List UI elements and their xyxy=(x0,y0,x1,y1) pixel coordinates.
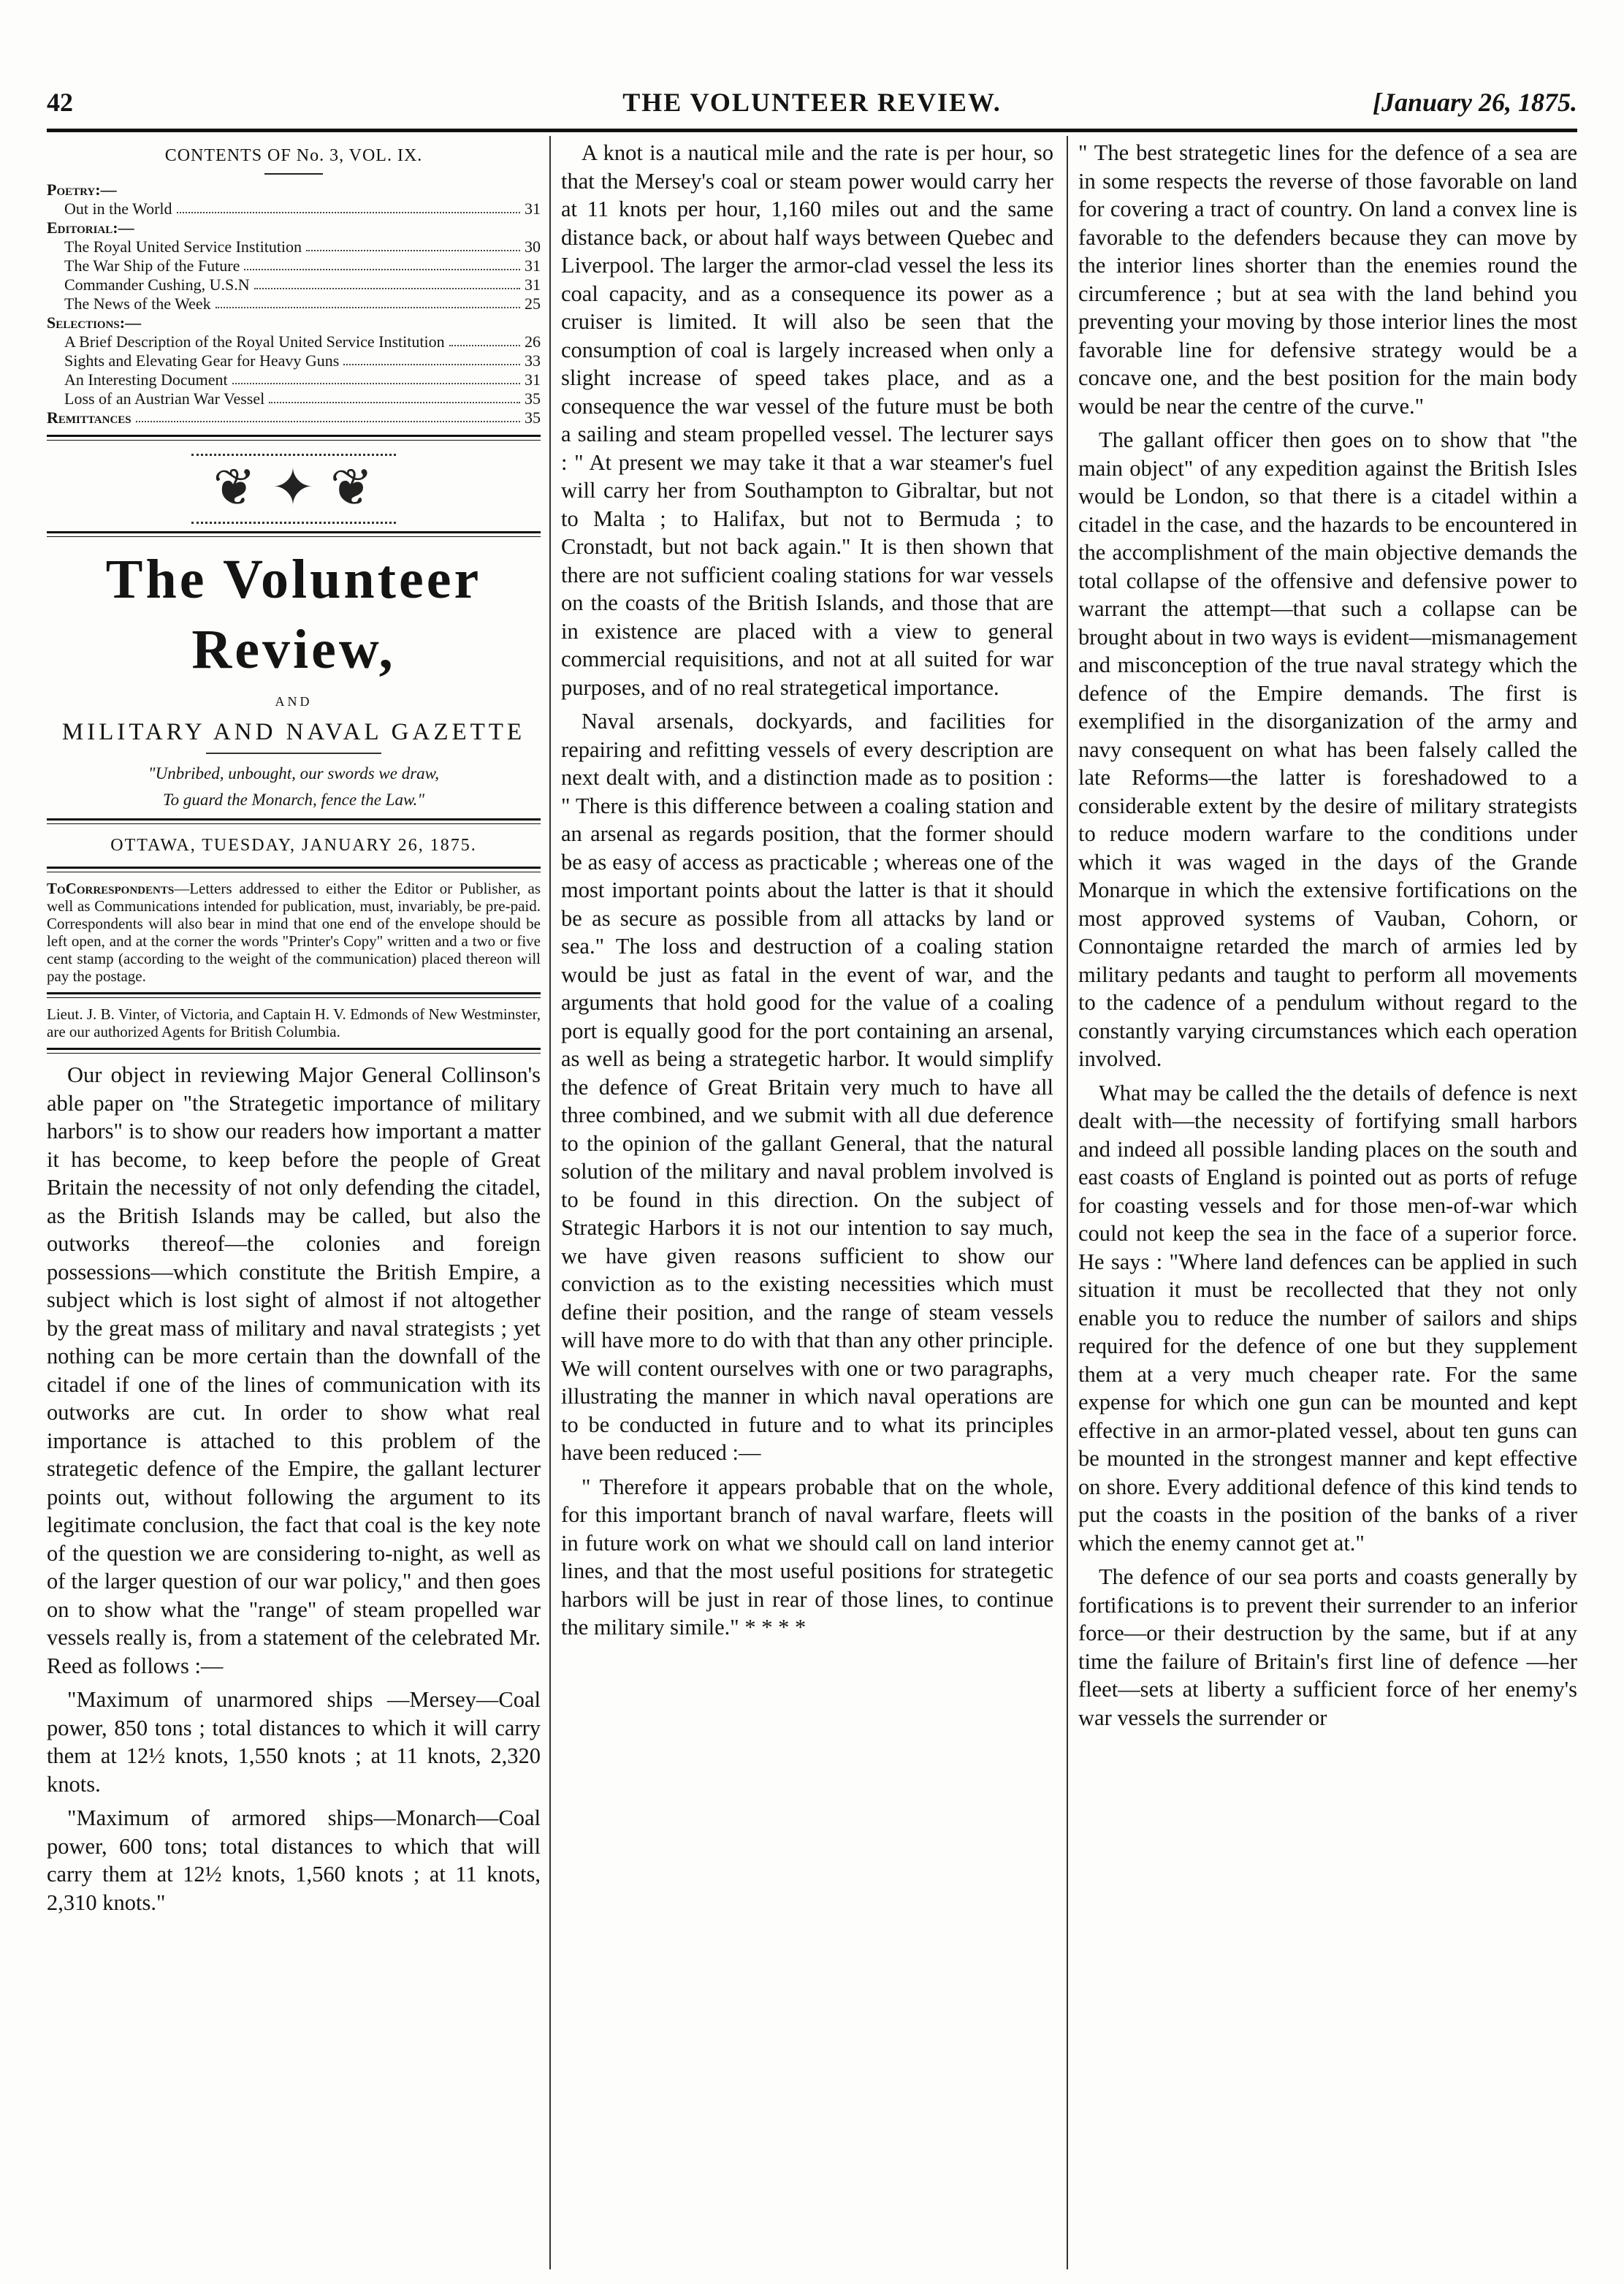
page-number: 42 xyxy=(47,88,73,117)
column-rule-2 xyxy=(1067,136,1068,2269)
table-of-contents xyxy=(47,180,541,427)
column-3 xyxy=(1078,139,1577,1737)
issue-date: [January 26, 1875. xyxy=(1372,88,1577,117)
article-paragraph: Naval arsenals, dockyards, and facilities for repairing and refitting vessels of every description are next dealt with, and a distinction made as to position : " There is this difference between a coaling station and an arsenal as regards position, that the former should be as easy of access as practicable ; whereas one of the most important points about the latter is that it should be as secure as possible from all attacks by land or sea." The loss and destruction of a coaling station would be just as fatal in the event of war, and the arguments that hold good for the value of a coaling port is equally good for the port containing an arsenal, as well as being a strategetic harbor. It would simplify the defence of Great Britain very much to have all three combined, and we submit with all due deference to the opinion of the gallant General, that the natural solution of the military and naval problem involved is to be found in this direction. On the subject of Strategic Harbors it is not our intention to say much, we have given reasons sufficient to show our conviction as to the existing necessities which must define their position, and the range of steam vessels will have more to do with that than any other principle. We will content ourselves with one or two paragraphs, illustrating the manner in which naval operations are to be conducted in future and to what its principles have been reduced :— xyxy=(561,709,1053,1465)
correspondents-notice: ToCorrespondents—Letters addressed to either the Editor or Publisher, as well as Communications intended for publication, must, invariably, be pre-paid. Correspondents will also bear in mind that one end of the envelope should be left open, and at the corner the words "Printer's Copy" written and a two or five cent stamp (according to the weight of the communication) placed thereon will pay the postage. xyxy=(47,880,541,985)
section-rule xyxy=(47,867,541,872)
section-rule xyxy=(47,435,541,441)
dateline: OTTAWA, TUESDAY, JANUARY 26, 1875. xyxy=(110,835,477,855)
toc-entry: A Brief Description of the Royal United Service Institution 26 xyxy=(64,332,541,351)
toc-entry: Commander Cushing, U.S.N 31 xyxy=(64,275,541,294)
toc-section-editorial: Editorial:— xyxy=(47,218,134,237)
article-paragraph: The defence of our sea ports and coasts generally by fortifications is to prevent their surrender to an inferior force—or their destruction by the same, but if at any time the failure of Britain's first line of defence —her fleet—sets at liberty a sufficient force of her enemy's war vessels the surrender or xyxy=(1078,1564,1577,1730)
toc-entry: Out in the World 31 xyxy=(64,199,541,218)
toc-section-poetry: Poetry:— xyxy=(47,180,117,199)
masthead-title: The Volunteer Review, xyxy=(105,548,482,680)
article-paragraph: Our object in reviewing Major General Collinson's able paper on "the Strategetic importance of military harbors" is to show our readers how important a matter it has become, to keep before the people of Great Britain the necessity of not only defending the citadel, as the British Islands may be called, but also the outworks thereof—the colonies and foreign possessions—which constitute the British Empire, a subject which is lost sight of almost if not altogether by the great mass of military and naval strategists ; yet nothing can be more certain than the downfall of the citadel if one of the lines of communication with its outworks are cut. In order to show what real importance is attached to this problem of the strategetic defence of the Empire, the gallant lecturer points out, without following the argument to its legitimate conclusion, the fact that coal is the key note of the question we are considering to-night, as well as of the larger question of our war policy," and then goes on to show what the "range" of steam propelled war vessels really is, from a statement of the celebrated Mr. Reed as follows :— xyxy=(47,1062,541,1678)
masthead-ornament: ❦ ✦ ❦ xyxy=(47,454,541,524)
agents-notice: Lieut. J. B. Vinter, of Victoria, and Captain H. V. Edmonds of New Westminster, are our authorized Agents for British Columbia. xyxy=(47,1005,541,1040)
article-paragraph: The gallant officer then goes on to show that "the main object" of any expedition against the British Isles would be London, so that there is a citadel within a citadel in the case, and the hazards to be encountered in the accomplishment of the main objective demands the total collapse of the offensive and defensive power to warrant the attempt—that such a collapse can be brought about in two ways is evident—mismanagement and misconception of the true naval strategy which the defence of the Empire demands. The first is exemplified in the disorganization of the army and navy consequent on what has been falsely called the late Reforms—the latter is foreshadowed to a considerable extent by the desire of military strategists to reduce modern warfare to the conditions under which it was waged in the days of the Grande Monarque in which the extensive fortifications on the most approved systems of Vauban, Cohorn, or Connontaigne retarded the march of armies led by military pedants and taught to perform all movements to the cadence of a pendulum without regard to the constantly varying circumstances which each operation involved. xyxy=(1078,427,1577,1071)
column-1 xyxy=(47,139,541,1922)
column-2 xyxy=(561,139,1053,1648)
contents-rule xyxy=(264,173,323,175)
toc-entry: The Royal United Service Institution 30 xyxy=(64,237,541,256)
contents-heading: CONTENTS OF No. 3, VOL. IX. xyxy=(164,146,423,165)
article-paragraph-continued: " The best strategetic lines for the defence of a sea are in some respects the reverse of those favorable on land for covering a tract of country. On land a convex line is favorable to the defenders because they can move by the interior lines shorter than the enemies round the circumference ; but at sea with the land behind you preventing your moving by those interior lines the most favorable line for defensive strategy would be a concave one, and the best position for the main body would be near the centre of the curve." xyxy=(1078,140,1577,419)
article-paragraph-continued: "Maximum of armored ships—Monarch—Coal power, 600 tons; total distances to which that will carry them at 12½ knots, 1,560 knots ; at 11 knots, 2,310 knots." xyxy=(47,1805,541,1915)
section-rule xyxy=(47,818,541,824)
masthead-rule xyxy=(206,753,381,754)
section-rule xyxy=(47,1048,541,1054)
running-header xyxy=(47,85,1577,126)
running-title: THE VOLUNTEER REVIEW. xyxy=(622,88,1002,117)
article-paragraph: What may be called the the details of defence is next dealt with—the necessity of fortifying small harbors and indeed all possible landing places on the south and east coasts of England is pointed out as ports of refuge for coasting vessels and for those men-of-war which could not keep the sea in the face of a superior force. He says : "Where land defences can be applied in such situation it must be recollected that they not only enable you to reduce the number of sailors and ships required for the defence of one but they supplement them at a very much cheaper rate. For the same expense for which one gun can be mounted and kept effective in an armor-plated vessel, about ten guns can be mounted in the strongest manner and kept effective on shore. Every additional defence of this kind tends to put the coasts in the position of the banks of a river which the enemy cannot get at." xyxy=(1078,1080,1577,1556)
header-rule xyxy=(47,129,1577,132)
toc-section-remittances: Remittances 35 xyxy=(47,408,541,427)
motto-line-1: "Unbribed, unbought, our swords we draw, xyxy=(148,764,440,783)
masthead-subtitle: MILITARY AND NAVAL GAZETTE xyxy=(61,719,526,745)
toc-entry: An Interesting Document 31 xyxy=(64,370,541,389)
toc-entry: Loss of an Austrian War Vessel 35 xyxy=(64,389,541,408)
column-rule-1 xyxy=(549,136,551,2269)
section-rule xyxy=(47,531,541,537)
article-paragraph: " Therefore it appears probable that on the whole, for this important branch of naval warfare, fleets will in future work on what we should call on land interior lines, and that the most useful positions for strategetic harbors will be just in rear of those lines, to continue the military simile." * * * * xyxy=(561,1474,1053,1640)
toc-entry: The News of the Week 25 xyxy=(64,294,541,313)
masthead-and: AND xyxy=(275,693,313,709)
motto-line-2: To guard the Monarch, fence the Law." xyxy=(162,790,425,809)
toc-entry: The War Ship of the Future 31 xyxy=(64,256,541,275)
article-paragraph: A knot is a nautical mile and the rate is per hour, so that the Mersey's coal or steam power would carry her at 11 knots per hour, 1,160 miles out and the same distance back, or about half ways between Quebec and Liverpool. The larger the armor-clad vessel the less its coal capacity, and as a consequence its power as a cruiser is limited. It will also be seen that the consumption of coal is largely increased when only a slight increase of speed takes place, and as a consequence the war vessel of the future must be both a sailing and steam propelled vessel. The lecturer says : " At present we may take it that a war steamer's fuel will carry her from Southampton to Gibraltar, but not to Malta ; to Halifax, but not to Bermuda ; to Cronstadt, but not back again." It is then shown that there are not sufficient coaling stations for war vessels on the coasts of the British Islands, and those that are in existence are placed with a view to general commercial requisitions, and not at all suited for war purposes, and of no real strategetical importance. xyxy=(561,140,1053,700)
toc-entry: Sights and Elevating Gear for Heavy Guns 33 xyxy=(64,351,541,370)
article-paragraph: "Maximum of unarmored ships —Mersey—Coal power, 850 tons ; total distances to which it will carry them at 12½ knots, 1,550 knots ; at 11 knots, 2,320 knots. xyxy=(47,1687,541,1797)
section-rule xyxy=(47,992,541,998)
toc-section-selections: Selections:— xyxy=(47,313,142,332)
